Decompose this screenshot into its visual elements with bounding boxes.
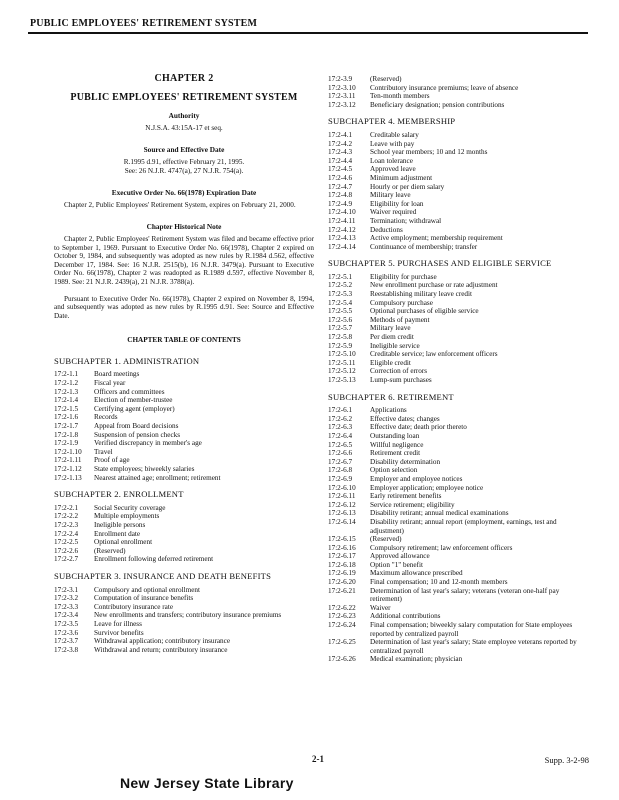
toc-entry xyxy=(328,174,592,183)
section-number: 17:2-2.6 xyxy=(54,546,79,555)
subchapter-3-continued-list xyxy=(328,75,592,109)
section-title: Verified discrepancy in member's age xyxy=(94,439,202,448)
section-title: Waiver xyxy=(370,603,391,612)
section-number: 17:2-6.16 xyxy=(328,543,356,552)
section-title: Medical examination; physician xyxy=(370,655,463,664)
section-number: 17:2-1.2 xyxy=(54,379,79,388)
section-number: 17:2-6.24 xyxy=(328,621,356,630)
toc-entry xyxy=(328,544,592,553)
toc-entry xyxy=(54,521,314,530)
toc-entry xyxy=(54,512,314,521)
section-title: Approved leave xyxy=(370,165,416,174)
section-title: Active employment; membership requirement xyxy=(370,234,503,243)
section-number: 17:2-1.12 xyxy=(54,465,82,473)
section-number: 17:2-6.18 xyxy=(328,560,356,569)
toc-entry xyxy=(328,367,592,376)
toc-entry xyxy=(328,561,592,570)
section-number: 17:2-6.21 xyxy=(328,586,356,595)
section-number: 17:2-6.13 xyxy=(328,509,356,518)
toc-entry xyxy=(54,405,314,414)
section-title: Disability retirant; annual medical examinations xyxy=(370,509,509,518)
toc-entry xyxy=(54,456,314,465)
section-title: Effective dates; changes xyxy=(370,414,440,423)
subchapter-6-title: SUBCHAPTER 6. RETIREMENT xyxy=(328,391,454,402)
section-title: New enrollment purchase or rate adjustment xyxy=(370,281,498,290)
section-title: Certifying agent (employer) xyxy=(94,404,175,413)
section-number: 17:2-1.11 xyxy=(54,456,82,465)
section-number: 17:2-1.6 xyxy=(54,413,79,422)
section-number: 17:2-4.14 xyxy=(328,242,356,251)
section-title: Per diem credit xyxy=(370,333,414,342)
toc-entry xyxy=(328,484,592,493)
subchapter-1-list xyxy=(54,370,314,482)
section-number: 17:2-5.1 xyxy=(328,272,353,281)
toc-entry xyxy=(328,441,592,450)
section-title: Election of member-trustee xyxy=(94,396,173,405)
section-number: 17:2-4.1 xyxy=(328,130,353,139)
section-number: 17:2-2.5 xyxy=(54,538,79,547)
toc-entry xyxy=(328,604,592,613)
subchapter-5-title: SUBCHAPTER 5. PURCHASES AND ELIGIBLE SERVICE xyxy=(328,258,552,269)
section-number: 17:2-4.3 xyxy=(328,148,353,157)
section-title: Correction of errors xyxy=(370,367,428,376)
toc-entry xyxy=(328,501,592,510)
toc-entry xyxy=(328,509,592,518)
section-number: 17:2-4.4 xyxy=(328,156,353,165)
toc-entry xyxy=(54,646,314,655)
toc-entry xyxy=(328,415,592,424)
section-number: 17:2-2.2 xyxy=(54,512,79,521)
section-title: Fiscal year xyxy=(94,379,126,388)
section-number: 17:2-5.5 xyxy=(328,307,353,316)
section-number: 17:2-5.7 xyxy=(328,324,353,333)
section-number: 17:2-6.2 xyxy=(328,414,353,423)
section-title: Officers and committees xyxy=(94,387,165,396)
toc-entry xyxy=(54,474,314,483)
historical-note-paragraph-2: Pursuant to Executive Order No. 66(1978), Chapter 2 expired on November 8, 1994, and subsequently was adopted as new rules by R.1995 d.91. See: Source and Effective Date. xyxy=(54,294,314,320)
section-title: Leave with pay xyxy=(370,139,415,148)
toc-entry xyxy=(328,101,592,110)
section-title: State employees; biweekly salaries xyxy=(94,465,195,473)
toc-entry xyxy=(328,342,592,351)
section-title: Records xyxy=(94,413,118,422)
section-title: Multiple employments xyxy=(94,512,160,521)
section-number: 17:2-6.4 xyxy=(328,431,353,440)
toc-entry xyxy=(328,281,592,290)
section-title: New enrollments and transfers; contributory insurance premiums xyxy=(94,611,282,620)
section-title: Approved allowance xyxy=(370,552,430,561)
section-title: Deductions xyxy=(370,225,403,234)
section-number: 17:2-5.8 xyxy=(328,333,353,342)
section-title: Eligibility for loan xyxy=(370,199,424,208)
section-number: 17:2-4.5 xyxy=(328,165,353,174)
toc-entry xyxy=(328,535,592,544)
section-number: 17:2-1.10 xyxy=(54,447,82,456)
toc-entry xyxy=(328,376,592,385)
section-title: Enrollment following deferred retirement xyxy=(94,555,214,564)
section-title: Disability retirant; annual report (employment, earnings, test and adjustment) xyxy=(370,517,557,535)
section-title: Option selection xyxy=(370,466,418,475)
section-number: 17:2-6.23 xyxy=(328,612,356,621)
toc-entry xyxy=(54,530,314,539)
section-number: 17:2-5.2 xyxy=(328,281,353,290)
toc-entry xyxy=(54,629,314,638)
section-title: Proof of age xyxy=(94,456,130,465)
section-title: Continuance of membership; transfer xyxy=(370,242,478,251)
toc-entry xyxy=(328,475,592,484)
section-title: Disability determination xyxy=(370,457,441,466)
subchapter-6-list xyxy=(328,406,592,664)
section-title: Beneficiary designation; pension contributions xyxy=(370,100,505,109)
section-number: 17:2-6.10 xyxy=(328,483,356,492)
section-title: Creditable salary xyxy=(370,130,419,139)
section-number: 17:2-3.10 xyxy=(328,83,356,92)
section-title: Military leave xyxy=(370,191,411,200)
section-number: 17:2-3.9 xyxy=(328,75,353,83)
subchapter-1-title: SUBCHAPTER 1. ADMINISTRATION xyxy=(54,355,200,366)
toc-entry xyxy=(328,148,592,157)
section-title: Ineligible persons xyxy=(94,520,146,529)
section-title: Board meetings xyxy=(94,370,140,379)
toc-entry xyxy=(328,131,592,140)
toc-entry xyxy=(328,290,592,299)
authority-text: N.J.S.A. 43:15A-17 et seq. xyxy=(145,123,223,132)
toc-entry xyxy=(54,611,314,620)
section-title: Withdrawal and return; contributory insurance xyxy=(94,645,228,654)
section-number: 17:2-2.4 xyxy=(54,529,79,538)
section-title: Option "1" benefit xyxy=(370,560,423,569)
section-number: 17:2-3.3 xyxy=(54,602,79,611)
toc-entry xyxy=(54,448,314,457)
toc-entry xyxy=(54,422,314,431)
toc-entry xyxy=(328,324,592,333)
chapter-number: CHAPTER 2 xyxy=(154,73,214,84)
section-number: 17:2-6.22 xyxy=(328,603,356,612)
section-title: Optional enrollment xyxy=(94,538,153,547)
section-title: Final compensation; 10 and 12-month members xyxy=(370,578,508,587)
toc-entry xyxy=(328,587,592,604)
section-number: 17:2-4.10 xyxy=(328,208,356,217)
section-number: 17:2-6.9 xyxy=(328,474,353,483)
section-title: Compulsory and optional enrollment xyxy=(94,585,201,594)
toc-entry xyxy=(328,84,592,93)
section-title: Contributory insurance rate xyxy=(94,602,174,611)
toc-entry xyxy=(328,612,592,621)
toc-entry xyxy=(54,396,314,405)
section-title: Creditable service; law enforcement officers xyxy=(370,350,498,359)
subchapter-3-title: SUBCHAPTER 3. INSURANCE AND DEATH BENEFITS xyxy=(54,570,272,581)
section-number: 17:2-6.15 xyxy=(328,535,356,544)
section-title: Compulsory purchase xyxy=(370,298,433,307)
section-title: Hourly or per diem salary xyxy=(370,182,445,191)
toc-entry xyxy=(328,200,592,209)
section-title: Employer application; employee notice xyxy=(370,483,484,492)
section-number: 17:2-4.6 xyxy=(328,173,353,182)
toc-entry xyxy=(328,569,592,578)
section-title: Leave for illness xyxy=(94,619,142,628)
section-number: 17:2-6.8 xyxy=(328,466,353,475)
chapter-title: PUBLIC EMPLOYEES' RETIREMENT SYSTEM xyxy=(70,91,298,103)
section-number: 17:2-6.5 xyxy=(328,440,353,449)
section-title: Compulsory retirement; law enforcement officers xyxy=(370,543,513,552)
left-column xyxy=(54,75,314,654)
toc-entry xyxy=(328,157,592,166)
section-title: Early retirement benefits xyxy=(370,492,442,501)
authority-heading: Authority xyxy=(168,111,200,121)
section-title: Determination of last year's salary; State employee veterans reported by centralized payroll xyxy=(370,638,577,655)
section-number: 17:2-6.19 xyxy=(328,569,356,578)
section-title: (Reserved) xyxy=(94,546,126,555)
source-line-2: See: 26 N.J.R. 4747(a), 27 N.J.R. 754(a). xyxy=(124,166,244,175)
section-number: 17:2-1.5 xyxy=(54,404,79,413)
toc-entry xyxy=(54,370,314,379)
toc-entry xyxy=(54,620,314,629)
toc-entry xyxy=(328,165,592,174)
right-column xyxy=(328,75,592,664)
section-title: Minimum adjustment xyxy=(370,173,433,182)
section-title: Social Security coverage xyxy=(94,503,166,512)
section-number: 17:2-5.6 xyxy=(328,315,353,324)
toc-entry xyxy=(328,621,592,638)
section-title: School year members; 10 and 12 months xyxy=(370,148,488,157)
toc-entry xyxy=(328,226,592,235)
toc-entry xyxy=(328,183,592,192)
section-title: Termination; withdrawal xyxy=(370,216,442,225)
section-number: 17:2-4.9 xyxy=(328,199,353,208)
toc-entry xyxy=(54,594,314,603)
executive-order-text: Chapter 2, Public Employees' Retirement System, expires on February 21, 2000. xyxy=(64,200,296,209)
section-number: 17:2-1.8 xyxy=(54,430,79,439)
section-number: 17:2-5.10 xyxy=(328,350,356,359)
toc-entry xyxy=(328,432,592,441)
section-number: 17:2-1.4 xyxy=(54,396,79,405)
historical-note-heading: Chapter Historical Note xyxy=(146,222,222,232)
section-number: 17:2-3.7 xyxy=(54,637,79,646)
library-stamp: New Jersey State Library xyxy=(120,775,294,791)
toc-entry xyxy=(328,578,592,587)
toc-entry xyxy=(54,388,314,397)
toc-entry xyxy=(328,217,592,226)
supplement-date: Supp. 3-2-98 xyxy=(544,755,589,765)
section-title: Eligibility for purchase xyxy=(370,272,437,281)
section-number: 17:2-2.3 xyxy=(54,520,79,529)
toc-entry xyxy=(54,603,314,612)
section-title: Applications xyxy=(370,406,407,415)
toc-entry xyxy=(328,492,592,501)
toc-entry xyxy=(328,423,592,432)
section-title: Ten-month members xyxy=(370,92,430,101)
section-number: 17:2-6.20 xyxy=(328,578,356,587)
toc-entry xyxy=(328,316,592,325)
section-number: 17:2-3.2 xyxy=(54,594,79,603)
toc-entry xyxy=(54,379,314,388)
section-number: 17:2-6.3 xyxy=(328,423,353,432)
section-number: 17:2-6.14 xyxy=(328,517,356,526)
section-title: (Reserved) xyxy=(370,535,402,544)
section-number: 17:2-5.9 xyxy=(328,341,353,350)
section-title: Additional contributions xyxy=(370,612,441,621)
toc-entry xyxy=(54,538,314,547)
section-title: Military leave xyxy=(370,324,411,333)
toc-entry xyxy=(54,413,314,422)
toc-entry xyxy=(328,140,592,149)
executive-order-heading: Executive Order No. 66(1978) Expiration Date xyxy=(111,188,257,198)
section-title: Lump-sum purchases xyxy=(370,376,432,384)
section-number: 17:2-5.4 xyxy=(328,298,353,307)
toc-entry xyxy=(328,359,592,368)
section-title: Final compensation; biweekly salary computation for State employees reported by centralized payroll xyxy=(370,621,573,638)
toc-entry xyxy=(328,273,592,282)
toc-entry xyxy=(328,299,592,308)
toc-entry xyxy=(328,75,592,84)
section-number: 17:2-6.25 xyxy=(328,638,356,647)
toc-entry xyxy=(328,243,592,252)
section-title: Retirement credit xyxy=(370,449,421,458)
section-number: 17:2-5.13 xyxy=(328,376,356,384)
section-title: Appeal from Board decisions xyxy=(94,422,179,431)
section-title: Reestablishing military leave credit xyxy=(370,290,472,299)
section-number: 17:2-3.4 xyxy=(54,611,79,620)
subchapter-2-list xyxy=(54,504,314,564)
section-title: Withdrawal application; contributory insurance xyxy=(94,637,231,646)
section-title: Methods of payment xyxy=(370,315,430,324)
page-number: 2-1 xyxy=(312,754,324,764)
section-title: (Reserved) xyxy=(370,75,402,83)
section-number: 17:2-4.12 xyxy=(328,225,356,234)
toc-entry xyxy=(328,350,592,359)
toc-entry xyxy=(328,307,592,316)
section-number: 17:2-3.5 xyxy=(54,619,79,628)
subchapter-2-title: SUBCHAPTER 2. ENROLLMENT xyxy=(54,489,184,500)
section-number: 17:2-2.1 xyxy=(54,503,79,512)
section-title: Employer and employee notices xyxy=(370,474,463,483)
section-number: 17:2-1.13 xyxy=(54,473,82,482)
toc-entry xyxy=(328,234,592,243)
toc-entry xyxy=(328,458,592,467)
section-number: 17:2-6.6 xyxy=(328,449,353,458)
section-number: 17:2-5.11 xyxy=(328,358,356,367)
toc-entry xyxy=(328,208,592,217)
source-line-1: R.1995 d.91, effective February 21, 1995. xyxy=(123,157,245,166)
subchapter-4-title: SUBCHAPTER 4. MEMBERSHIP xyxy=(328,116,456,127)
section-number: 17:2-5.12 xyxy=(328,367,356,376)
toc-title: CHAPTER TABLE OF CONTENTS xyxy=(127,336,241,345)
toc-entry xyxy=(328,638,592,655)
toc-entry xyxy=(54,547,314,556)
section-number: 17:2-4.8 xyxy=(328,191,353,200)
section-number: 17:2-1.9 xyxy=(54,439,79,448)
toc-entry xyxy=(328,518,592,535)
toc-entry xyxy=(328,333,592,342)
section-title: Waiver required xyxy=(370,208,417,217)
section-title: Nearest attained age; enrollment; retirement xyxy=(94,473,221,482)
section-title: Ineligible service xyxy=(370,341,420,350)
section-number: 17:2-3.12 xyxy=(328,100,356,109)
toc-entry xyxy=(54,637,314,646)
section-number: 17:2-4.11 xyxy=(328,216,356,225)
toc-entry xyxy=(328,552,592,561)
section-number: 17:2-4.7 xyxy=(328,182,353,191)
section-number: 17:2-6.1 xyxy=(328,406,353,415)
running-header: PUBLIC EMPLOYEES' RETIREMENT SYSTEM xyxy=(30,18,258,29)
section-number: 17:2-3.8 xyxy=(54,645,79,654)
section-number: 17:2-2.7 xyxy=(54,555,79,564)
section-title: Enrollment date xyxy=(94,529,141,538)
section-title: Optional purchases of eligible service xyxy=(370,307,479,316)
toc-entry xyxy=(54,555,314,564)
section-title: Service retirement; eligibility xyxy=(370,500,455,509)
subchapter-5-list xyxy=(328,273,592,385)
section-title: Effective date; death prior thereto xyxy=(370,423,467,432)
section-number: 17:2-6.12 xyxy=(328,500,356,509)
section-number: 17:2-6.11 xyxy=(328,492,356,501)
section-title: Survivor benefits xyxy=(94,628,144,637)
section-number: 17:2-6.17 xyxy=(328,552,356,561)
toc-entry xyxy=(54,586,314,595)
section-title: Loan tolerance xyxy=(370,156,413,165)
toc-entry xyxy=(328,466,592,475)
section-number: 17:2-5.3 xyxy=(328,290,353,299)
section-number: 17:2-1.1 xyxy=(54,370,79,379)
section-title: Willful negligence xyxy=(370,440,424,449)
header-rule xyxy=(28,32,588,34)
toc-entry xyxy=(54,504,314,513)
toc-entry xyxy=(54,439,314,448)
toc-entry xyxy=(328,406,592,415)
section-number: 17:2-6.26 xyxy=(328,655,356,664)
toc-entry xyxy=(328,92,592,101)
section-title: Contributory insurance premiums; leave of absence xyxy=(370,83,519,92)
section-number: 17:2-1.7 xyxy=(54,422,79,431)
toc-entry xyxy=(328,191,592,200)
section-title: Maximum allowance prescribed xyxy=(370,569,463,578)
toc-entry xyxy=(54,431,314,440)
historical-note-paragraph-1: Chapter 2, Public Employees' Retirement System was filed and became effective prior to September 1, 1969. Pursuant to Executive Order No. 66(1978), Chapter 2 expired on October 9, 1984, and subsequently was adopted as new rules by R.1984 d.562, effective December 17, 1984. See: 16 N.J.R. 2515(b), 16 N.J.R. 3479(a). Pursuant to Executive Order No. 66(1978), Chapter 2 was readopted as R.1989 d.597, effective November 8, 1989. See: 21 N.J.R. 2439(a), 21 N.J.R. 3788(a). xyxy=(54,234,314,286)
section-title: Eligible credit xyxy=(370,358,411,367)
source-heading: Source and Effective Date xyxy=(143,145,225,155)
section-title: Computation of insurance benefits xyxy=(94,594,194,603)
section-number: 17:2-1.3 xyxy=(54,387,79,396)
toc-entry xyxy=(328,655,592,664)
section-number: 17:2-3.1 xyxy=(54,585,79,594)
toc-entry xyxy=(54,465,314,474)
section-number: 17:2-4.13 xyxy=(328,234,356,243)
section-title: Suspension of pension checks xyxy=(94,430,181,439)
section-number: 17:2-6.7 xyxy=(328,457,353,466)
section-title: Determination of last year's salary; veterans (veteran one-half pay retirement) xyxy=(370,586,560,604)
toc-entry xyxy=(328,449,592,458)
subchapter-3-list xyxy=(54,586,314,655)
section-title: Outstanding loan xyxy=(370,431,420,440)
section-number: 17:2-3.6 xyxy=(54,628,79,637)
section-number: 17:2-3.11 xyxy=(328,92,356,101)
section-number: 17:2-4.2 xyxy=(328,139,353,148)
subchapter-4-list xyxy=(328,131,592,251)
section-title: Travel xyxy=(94,447,113,456)
